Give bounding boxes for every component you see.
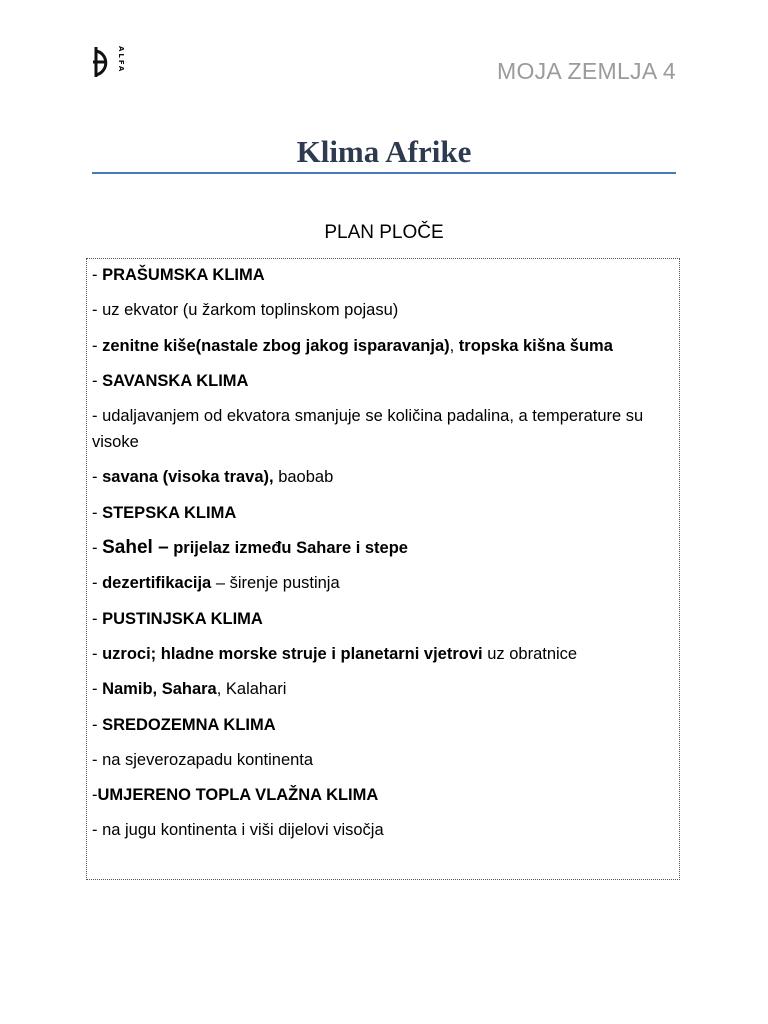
list-item: - SAVANSKA KLIMA bbox=[92, 371, 249, 390]
list-item: - STEPSKA KLIMA bbox=[92, 503, 237, 522]
list-item: - zenitne kiše(nastale zbog jakog isparavanja), tropska kišna šuma bbox=[92, 336, 613, 355]
list-item: -UMJERENO TOPLA VLAŽNA KLIMA bbox=[92, 786, 379, 805]
publisher-logo bbox=[92, 45, 125, 79]
list-item: - PUSTINJSKA KLIMA bbox=[92, 609, 263, 628]
logo-text: ALFA bbox=[117, 46, 125, 74]
list-item: - na sjeverozapadu kontinenta bbox=[92, 750, 314, 769]
list-item: - savana (visoka trava), baobab bbox=[92, 468, 334, 487]
list-item: - Namib, Sahara, Kalahari bbox=[92, 680, 287, 699]
list-item: - PRAŠUMSKA KLIMA bbox=[92, 266, 265, 284]
series-title: MOJA ZEMLJA 4 bbox=[496, 58, 676, 84]
list-item: - SREDOZEMNA KLIMA bbox=[92, 715, 276, 734]
section-subtitle: PLAN PLOČE bbox=[324, 222, 444, 243]
list-item: - uzroci; hladne morske struje i planetarni vjetrovi uz obratnice bbox=[92, 644, 578, 663]
alfa-logo-icon bbox=[92, 45, 112, 79]
list-item: - udaljavanjem od ekvatora smanjuje se količina padalina, a temperature su visoke bbox=[92, 407, 644, 452]
list-item: - Sahel – prijelaz između Sahare i stepe bbox=[92, 537, 408, 559]
list-item: - uz ekvator (u žarkom toplinskom pojasu) bbox=[92, 301, 399, 320]
title-underline bbox=[92, 172, 676, 174]
board-plan-box bbox=[86, 258, 680, 880]
page-title: Klima Afrike bbox=[296, 134, 472, 169]
list-item: - na jugu kontinenta i viši dijelovi visočja bbox=[92, 821, 384, 840]
list-item: - dezertifikacija – širenje pustinja bbox=[92, 574, 340, 593]
